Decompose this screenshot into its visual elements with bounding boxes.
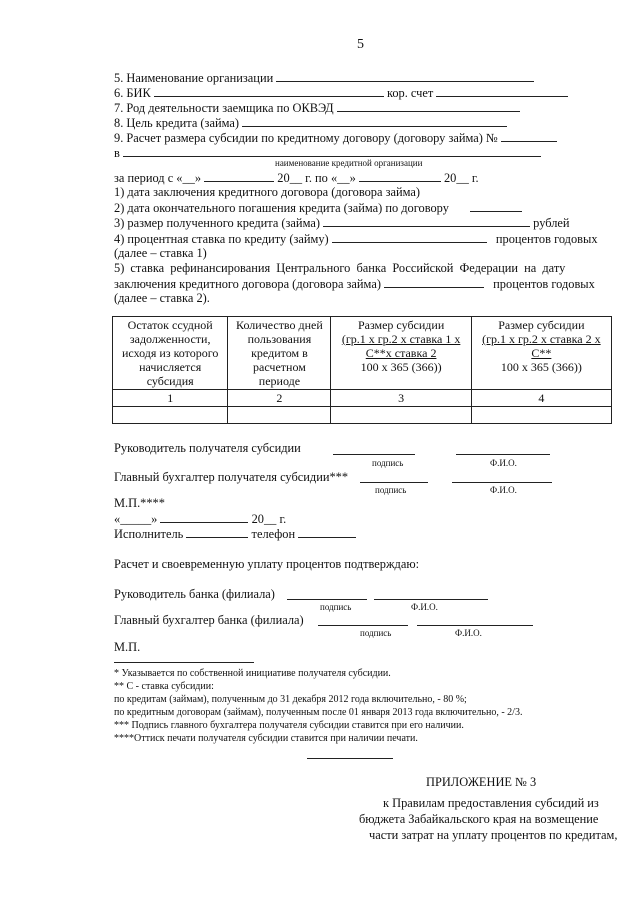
bank-caption: наименование кредитной организации [275, 158, 423, 168]
page-number: 5 [357, 37, 364, 52]
col-num: 1 [113, 390, 228, 407]
head-fio-line [456, 454, 550, 455]
table-empty-row [113, 407, 612, 424]
col-1-header: Остаток ссудной задолженности, исходя из которого начисляется субсидия [113, 317, 228, 390]
bank-head-sign-line [287, 599, 367, 600]
item-4-note: (далее – ставка 1) [114, 246, 207, 260]
confirm-label: Расчет и своевременную уплату процентов подтверждаю: [114, 557, 420, 571]
bank-acc-label: Главный бухгалтер банка (филиала) [114, 613, 304, 627]
col-2-header: Количество дней пользования кредитом в расчетном периоде [228, 317, 331, 390]
caption-fio: Ф.И.О. [490, 458, 517, 468]
footnote: *** Подпись главного бухгалтера получателя субсидии ставится при его наличии. [114, 720, 464, 731]
footnote: по кредитным договорам (займам), полученным после 01 января 2013 года включительно, - 2/3. [114, 707, 523, 718]
head-label: Руководитель получателя субсидии [114, 441, 301, 455]
bank-head-fio-line [374, 599, 488, 600]
item-3: 3) размер полученного кредита (займа) рублей [114, 216, 570, 230]
accountant-label: Главный бухгалтер получателя субсидии*** [114, 470, 349, 484]
table-header-row [113, 317, 612, 390]
footnote: * Указывается по собственной инициативе получателя субсидии. [114, 668, 391, 679]
stamp-label: М.П.**** [114, 496, 165, 510]
date-line: «_____» 20__ г. [114, 512, 287, 526]
col-4-header: Размер субсидии (гр.1 х гр.2 х ставка 2 х С** 100 х 365 (366)) [471, 317, 611, 390]
appendix-title: ПРИЛОЖЕНИЕ № 3 [426, 775, 537, 789]
col-3-header: Размер субсидии (гр.1 х гр.2 х ставка 1 х С**х ставка 2 100 х 365 (366)) [331, 317, 471, 390]
caption-podpis: подпись [372, 458, 404, 468]
bank-head-label: Руководитель банка (филиала) [114, 587, 275, 601]
item-5-note: (далее – ставка 2). [114, 291, 210, 305]
head-sign-line [333, 454, 415, 455]
okved-line: 7. Род деятельности заемщика по ОКВЭД [114, 100, 520, 115]
col-num: 4 [471, 390, 611, 407]
bik-line: 6. БИК кор. счет [114, 85, 568, 100]
goal-line: 8. Цель кредита (займа) [114, 115, 507, 130]
footnote: ****Оттиск печати получателя субсидии ставится при наличии печати. [114, 733, 418, 744]
caption-fio: Ф.И.О. [455, 628, 482, 638]
calc-line: 9. Расчет размера субсидии по кредитному договору (договору займа) № [114, 130, 557, 145]
footnote: по кредитам (займам), полученным до 31 декабря 2012 года включительно, - 80 %; [114, 694, 467, 705]
bank-stamp-label: М.П. [114, 640, 141, 654]
table-number-row [113, 390, 612, 407]
caption-podpis: подпись [360, 628, 392, 638]
bank-acc-sign-line [318, 625, 408, 626]
footnote-separator [114, 662, 254, 663]
item-2: 2) дата окончательного погашения кредита (займа) по договору [114, 200, 522, 215]
period-line: за период с «__» 20__ г. по «__» 20__ г. [114, 171, 479, 185]
executor-line: Исполнитель телефон [114, 526, 356, 541]
footnote: ** С - ставка субсидии: [114, 681, 214, 692]
bank-line: в [114, 145, 541, 160]
appendix-line: бюджета Забайкальского края на возмещение [359, 812, 599, 826]
caption-podpis: подпись [320, 602, 352, 612]
acc-sign-line [360, 482, 428, 483]
caption-fio: Ф.И.О. [411, 602, 438, 612]
caption-podpis: подпись [375, 485, 407, 495]
subsidy-table [112, 316, 612, 424]
end-separator [307, 758, 393, 759]
item-5-cont: заключения кредитного договора (договора займа) процентов годовых [114, 277, 595, 291]
acc-fio-line [452, 482, 552, 483]
caption-fio: Ф.И.О. [490, 485, 517, 495]
org-name-line: 5. Наименование организации [114, 70, 534, 85]
appendix-line: части затрат на уплату процентов по кредитам, [369, 828, 618, 842]
item-4: 4) процентная ставка по кредиту (займу) процентов годовых [114, 232, 598, 246]
item-5: 5) ставка рефинансирования Центрального банка Российской Федерации на дату [114, 261, 566, 275]
col-num: 3 [331, 390, 471, 407]
bank-acc-fio-line [417, 625, 533, 626]
item-1: 1) дата заключения кредитного договора (договора займа) [114, 185, 421, 199]
appendix-line: к Правилам предоставления субсидий из [383, 796, 599, 810]
col-num: 2 [228, 390, 331, 407]
